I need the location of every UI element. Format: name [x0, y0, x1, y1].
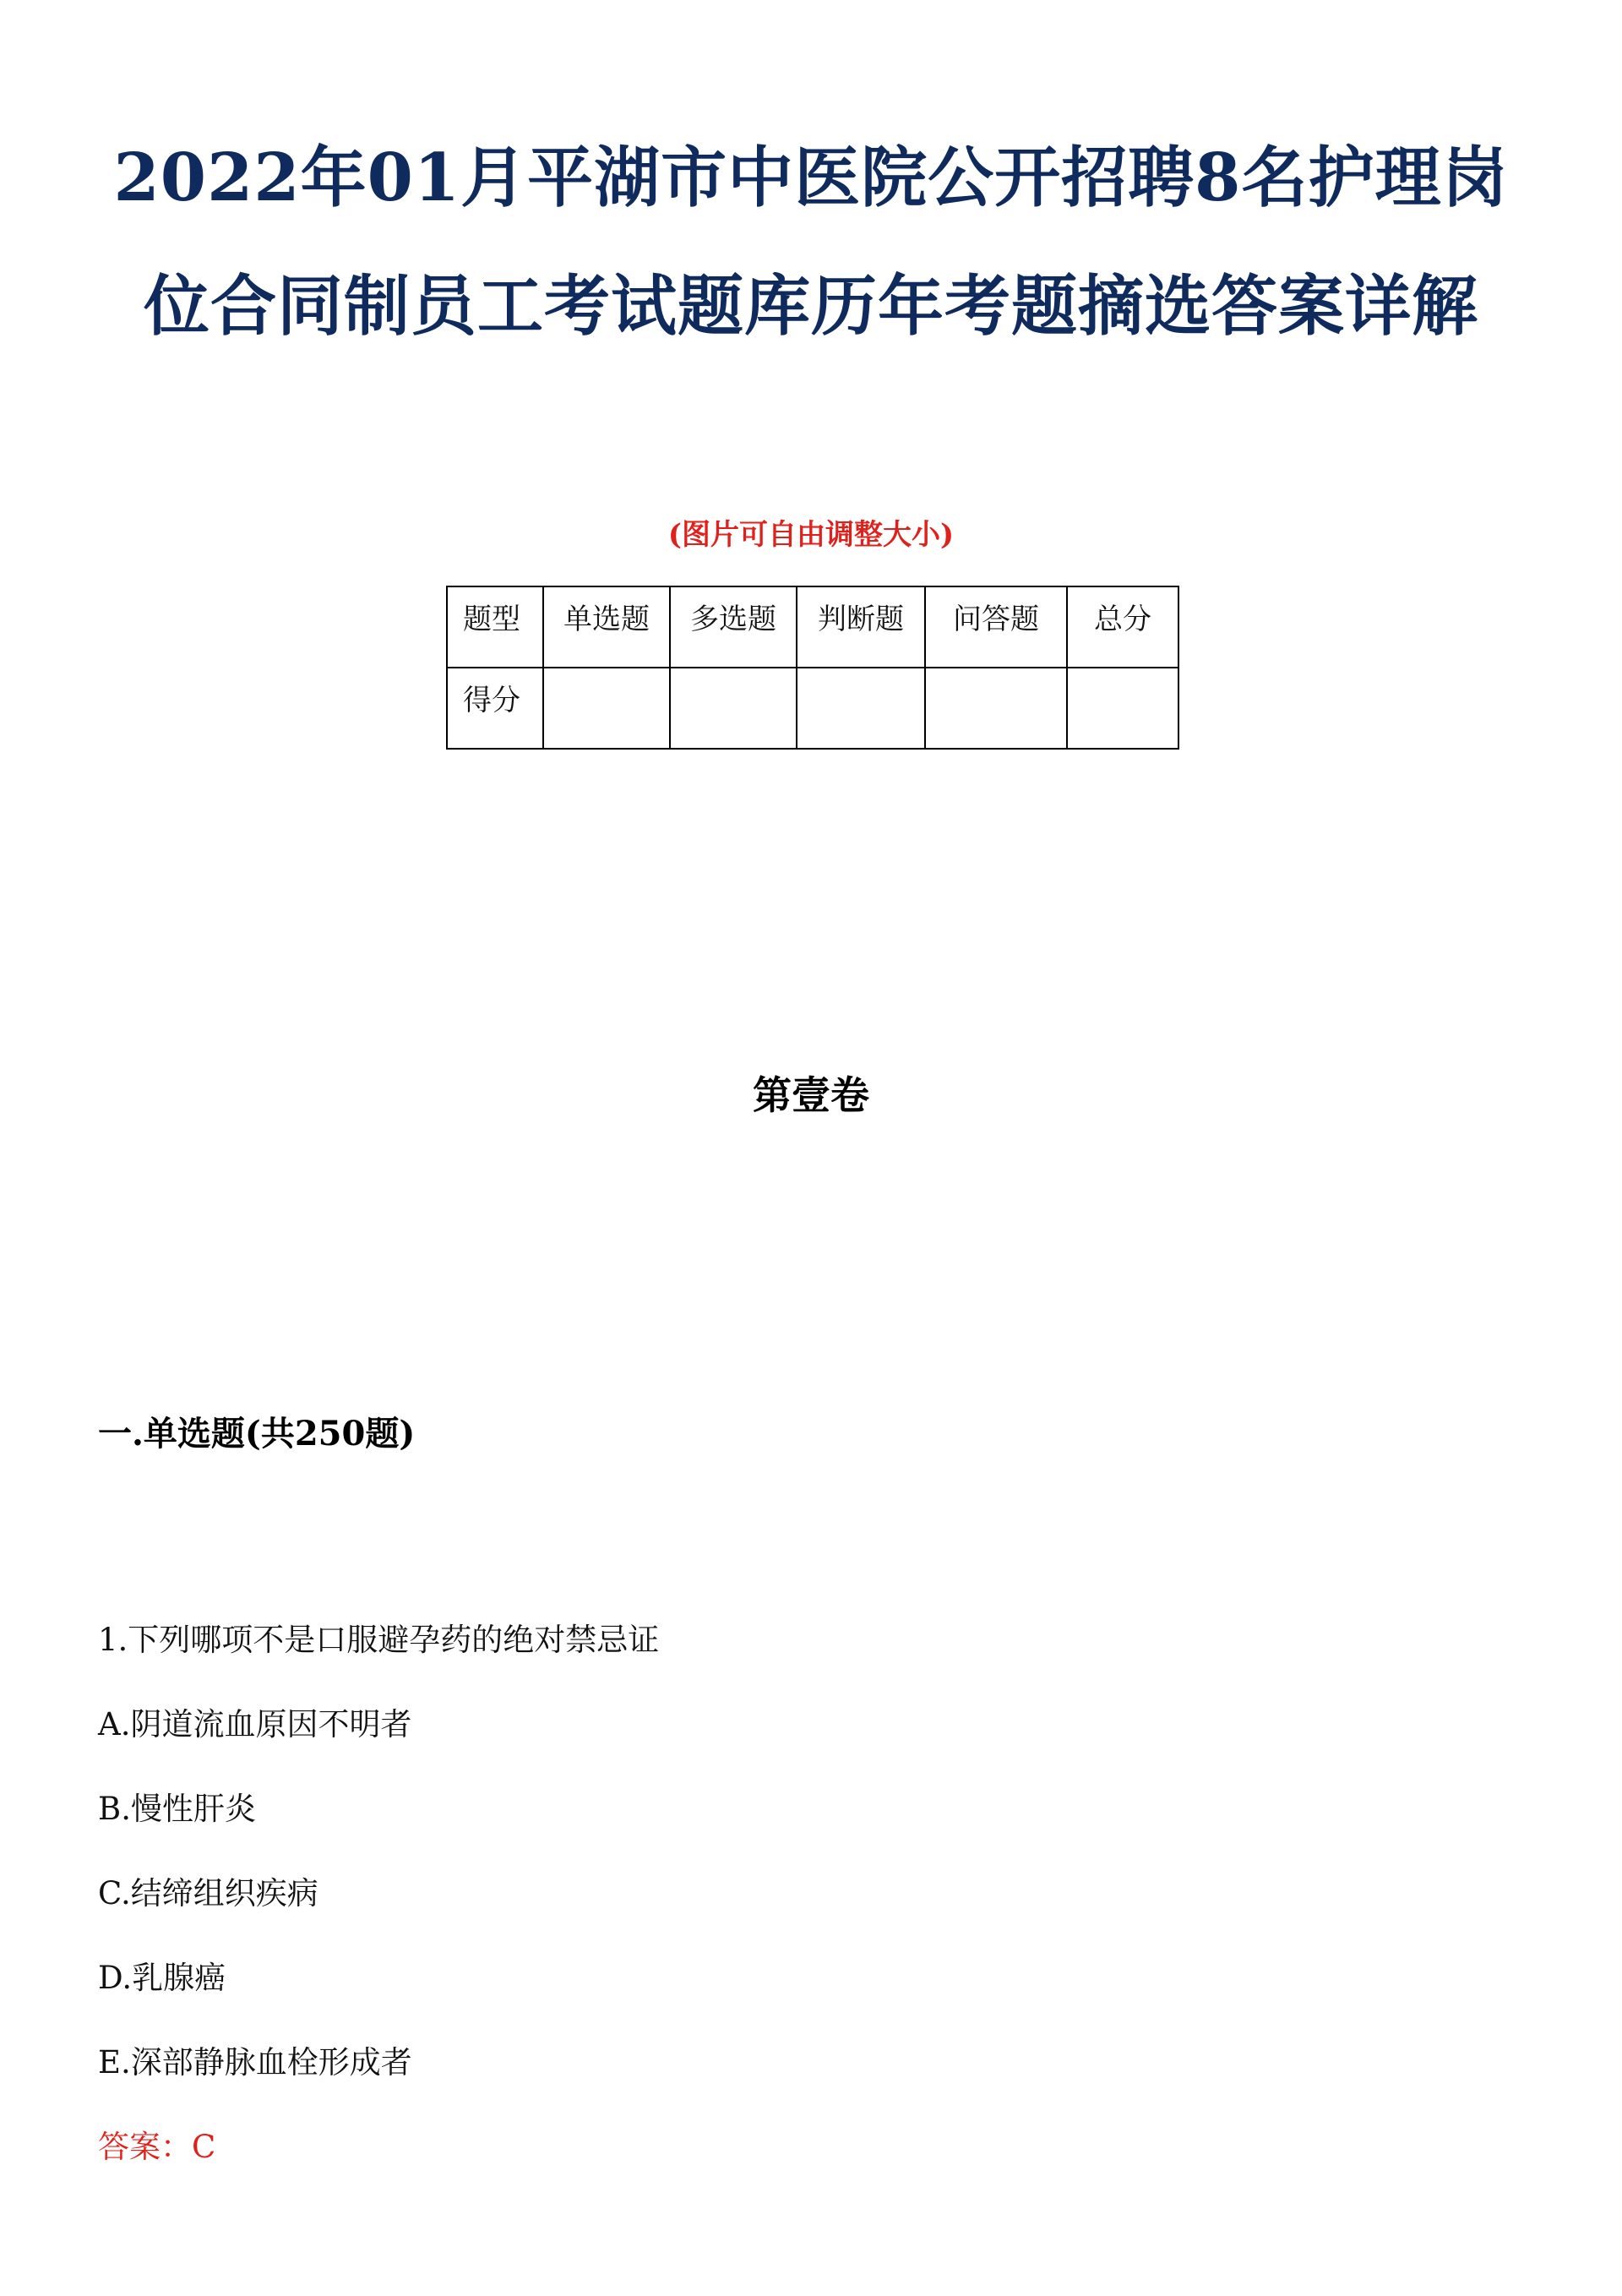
score-table — [446, 586, 1179, 750]
option-b: B.慢性肝炎 — [98, 1791, 256, 1827]
header-cell-single-choice: 单选题 — [543, 586, 670, 668]
score-cell-qa — [925, 668, 1067, 749]
score-cell-true-false — [797, 668, 925, 749]
volume-title: 第壹卷 — [753, 1072, 869, 1118]
score-row-label: 得分 — [447, 668, 543, 749]
option-d: D.乳腺癌 — [98, 1960, 226, 1996]
header-cell-true-false: 判断题 — [797, 586, 925, 668]
header-cell-type: 题型 — [447, 586, 543, 668]
answer-line: 答案：C — [98, 2129, 216, 2165]
score-cell-total — [1067, 668, 1178, 749]
option-a: A.阴道流血原因不明者 — [98, 1706, 412, 1742]
score-table-score-row — [447, 668, 1178, 749]
option-e: E.深部静脉血栓形成者 — [98, 2044, 412, 2081]
score-cell-multiple-choice — [670, 668, 797, 749]
header-cell-qa: 问答题 — [925, 586, 1067, 668]
question-stem: 1.下列哪项不是口服避孕药的绝对禁忌证 — [98, 1622, 660, 1658]
section-heading: 一.单选题(共250题) — [98, 1414, 416, 1453]
score-table-header-row — [447, 586, 1178, 668]
header-cell-total: 总分 — [1067, 586, 1178, 668]
document-title: 2022年01月平湖市中医院公开招聘8名护理岗位合同制员工考试题库历年考题摘选答案详解 — [113, 139, 1509, 345]
option-c: C.结缔组织疾病 — [98, 1875, 318, 1912]
score-cell-single-choice — [543, 668, 670, 749]
image-resize-note: (图片可自由调整大小) — [667, 518, 955, 552]
header-cell-multiple-choice: 多选题 — [670, 586, 797, 668]
